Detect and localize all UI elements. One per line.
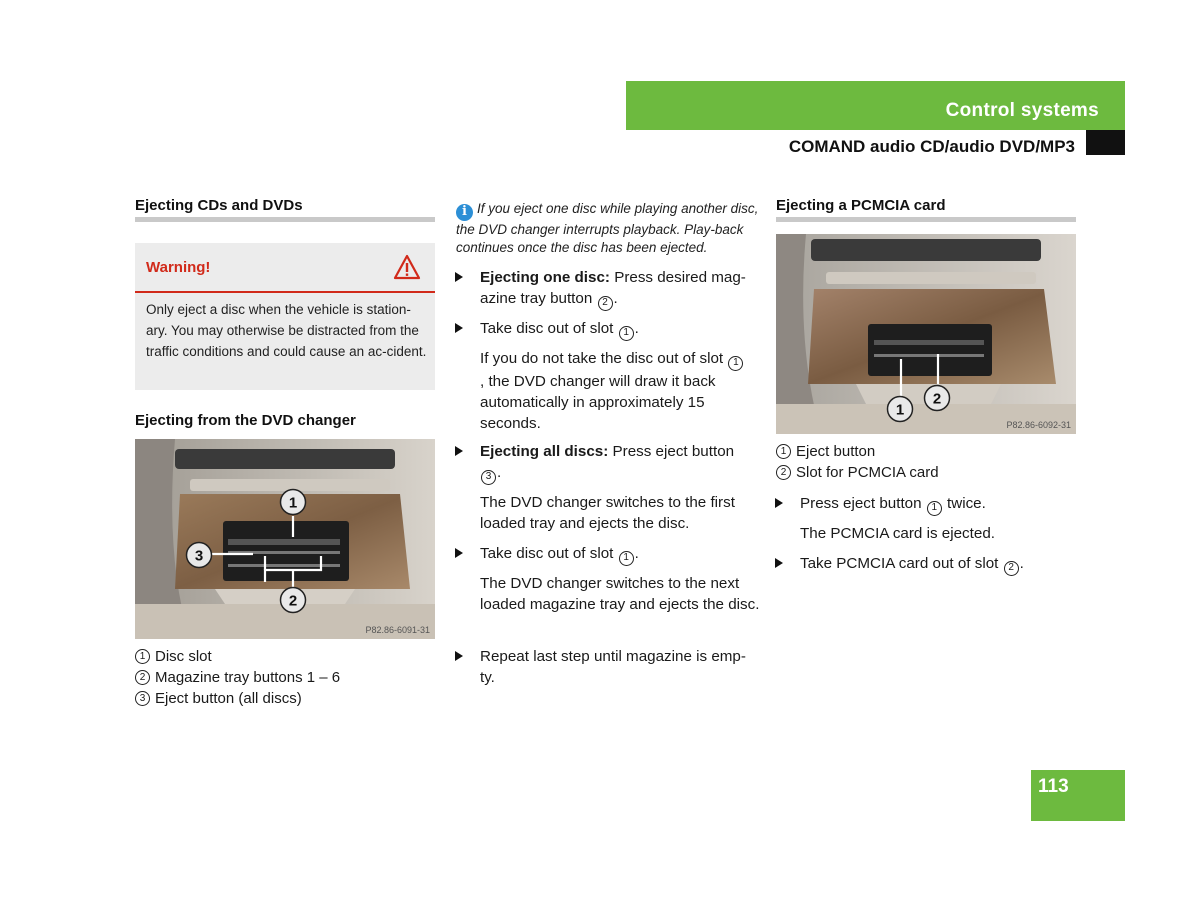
step-text: .	[613, 290, 618, 307]
step-text: Press desired mag-azine tray button	[480, 269, 746, 307]
bullet-arrow-icon	[455, 272, 463, 282]
legend-number: 1	[135, 649, 150, 664]
legend-text: Magazine tray buttons 1 – 6	[155, 669, 341, 686]
legend-item	[135, 646, 340, 667]
step-text: Press eject button	[608, 443, 735, 460]
step-press-eject	[800, 493, 1090, 516]
legend-number: 2	[135, 670, 150, 685]
step-eject-all	[480, 441, 750, 485]
legend-text: Slot for PCMCIA card	[796, 464, 939, 481]
para-text: If you do not take the disc out of slot	[480, 350, 728, 367]
step-take-disc	[480, 318, 760, 341]
para-next-tray: The DVD changer switches to the next loaded magazine tray and ejects the disc.	[480, 575, 760, 613]
warning-header	[135, 243, 435, 291]
para-text: , the DVD changer will draw it back automatically in approximately 15 seconds.	[480, 372, 716, 432]
legend-item	[135, 688, 340, 709]
pcmcia-legend	[776, 441, 939, 483]
step-text: Take PCMCIA card out of slot	[800, 555, 1003, 572]
heading-rule	[776, 217, 1076, 222]
step-text: .	[634, 545, 639, 562]
step-label: Ejecting one disc:	[480, 269, 610, 286]
callout-2: 2	[288, 592, 298, 610]
legend-number: 3	[135, 691, 150, 706]
legend-item	[776, 462, 939, 483]
ref-number: 2	[598, 296, 613, 311]
legend-number: 1	[776, 444, 791, 459]
ref-number: 1	[927, 501, 942, 516]
ref-number: 1	[728, 356, 743, 371]
section-title: Control systems	[945, 100, 1099, 121]
page-number: 113	[1038, 776, 1069, 797]
step-text: Take disc out of slot	[480, 320, 618, 337]
info-icon: i	[456, 204, 473, 221]
page-number-box	[1031, 770, 1125, 821]
warning-title: Warning!	[146, 259, 211, 276]
callout-1: 1	[895, 401, 905, 419]
step-repeat	[480, 646, 760, 688]
photo-code: P82.86-6092-31	[1006, 420, 1071, 430]
photo-code: P82.86-6091-31	[365, 625, 430, 635]
bullet-arrow-icon	[455, 323, 463, 333]
step-text: Repeat last step until magazine is emp-ty.	[480, 648, 746, 686]
bullet-arrow-icon	[775, 498, 783, 508]
dvd-changer-heading: Ejecting from the DVD changer	[135, 412, 356, 429]
step-text: .	[634, 320, 639, 337]
warning-text: Only eject a disc when the vehicle is station-ary. You may otherwise be distracted from the traffic conditions and could cause an ac-cident.	[146, 302, 427, 359]
header-section-bar	[626, 81, 1125, 130]
step-label: Ejecting all discs:	[480, 443, 609, 460]
step-text: .	[1019, 555, 1024, 572]
warning-triangle-icon	[393, 254, 421, 285]
callout-3: 3	[194, 547, 204, 565]
legend-text: Disc slot	[155, 648, 212, 665]
ejecting-cds-heading: Ejecting CDs and DVDs	[135, 197, 303, 214]
info-note-text: If you eject one disc while playing another disc, the DVD changer interrupts playback. Play-back continues once the disc has been ejected.	[456, 201, 759, 256]
ref-number: 1	[619, 326, 634, 341]
callout-1: 1	[288, 494, 298, 512]
step-text: Press eject button	[800, 495, 926, 512]
para-first-tray: The DVD changer switches to the first loaded tray and ejects the disc.	[480, 494, 735, 532]
ref-number: 3	[481, 470, 496, 485]
para-card-ejected: The PCMCIA card is ejected.	[800, 525, 995, 542]
para-auto-retract	[480, 348, 748, 434]
header-marker-block	[1086, 130, 1125, 155]
pcmcia-photo	[776, 234, 1076, 434]
info-note	[456, 200, 760, 258]
legend-item	[135, 667, 340, 688]
step-take-disc-2	[480, 543, 760, 566]
legend-text: Eject button	[796, 443, 876, 460]
step-eject-one	[480, 267, 760, 311]
warning-body	[135, 293, 435, 390]
subsection-title: COMAND audio CD/audio DVD/MP3	[788, 137, 1075, 156]
bullet-arrow-icon	[775, 558, 783, 568]
bullet-arrow-icon	[455, 548, 463, 558]
bullet-arrow-icon	[455, 651, 463, 661]
step-text: twice.	[942, 495, 986, 512]
legend-text: Eject button (all discs)	[155, 690, 302, 707]
legend-item	[776, 441, 939, 462]
legend-number: 2	[776, 465, 791, 480]
callout-2: 2	[932, 390, 942, 408]
bullet-arrow-icon	[455, 446, 463, 456]
step-text: .	[497, 464, 502, 481]
dvd-changer-photo	[135, 439, 435, 639]
pcmcia-heading: Ejecting a PCMCIA card	[776, 197, 946, 214]
step-take-card	[800, 553, 1090, 576]
ref-number: 2	[1004, 561, 1019, 576]
heading-rule	[135, 217, 435, 222]
step-text: Take disc out of slot	[480, 545, 618, 562]
dvd-legend	[135, 646, 340, 709]
ref-number: 1	[619, 551, 634, 566]
